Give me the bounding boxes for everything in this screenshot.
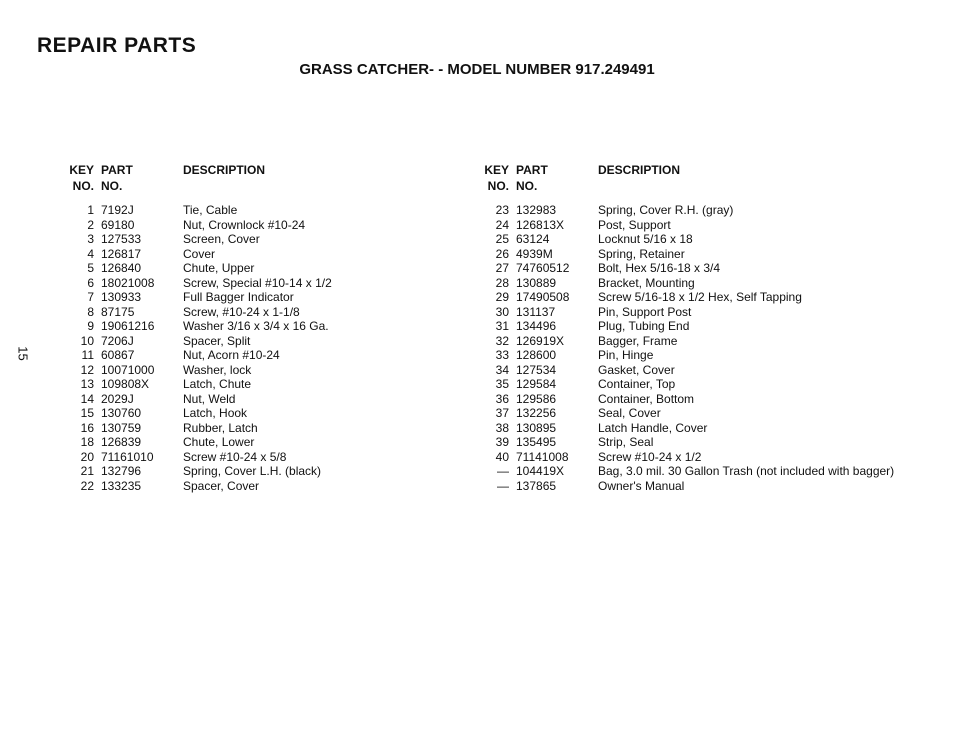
table-row xyxy=(476,363,894,378)
part-description: Nut, Acorn #10-24 xyxy=(183,348,280,362)
part-number: 7192J xyxy=(101,203,134,217)
key-number: 7 xyxy=(87,290,94,304)
table-row xyxy=(67,319,332,334)
table-row xyxy=(67,421,332,436)
key-number: 8 xyxy=(87,304,94,319)
part-number: 132256 xyxy=(516,406,557,420)
part-description: Container, Top xyxy=(598,377,676,391)
table-row xyxy=(476,247,894,262)
table-row xyxy=(476,435,894,450)
part-number: 126813X xyxy=(516,217,565,232)
key-number: 5 xyxy=(87,261,94,275)
column-header-description: DESCRIPTION xyxy=(598,163,681,177)
part-number: 129584 xyxy=(516,377,557,391)
part-description: Container, Bottom xyxy=(598,391,695,406)
part-description: Owner's Manual xyxy=(598,478,685,493)
part-number: 71141008 xyxy=(516,449,569,464)
column-header-part-line2: NO. xyxy=(516,179,538,193)
key-number: 11 xyxy=(81,348,94,362)
key-number: 12 xyxy=(80,362,94,377)
part-description: Bag, 3.0 mil. 30 Gallon Trash (not included with bagger) xyxy=(598,464,895,478)
key-number: 32 xyxy=(495,333,509,348)
key-number: 23 xyxy=(495,203,509,217)
key-number: 6 xyxy=(87,275,94,290)
key-number: 18 xyxy=(80,435,94,449)
key-number: 36 xyxy=(495,391,509,406)
key-number: 28 xyxy=(495,275,509,290)
part-number: 131137 xyxy=(516,304,556,319)
table-header-row xyxy=(67,162,332,203)
key-number: 40 xyxy=(495,449,509,464)
part-number: 2029J xyxy=(101,391,134,406)
column-header-key-line1: KEY xyxy=(69,163,94,177)
part-description: Screw, #10-24 x 1-1/8 xyxy=(183,304,300,319)
table-row xyxy=(476,479,894,494)
table-row xyxy=(476,406,894,421)
parts-table-right xyxy=(476,162,894,493)
part-description: Bagger, Frame xyxy=(598,333,678,348)
part-description: Seal, Cover xyxy=(598,406,661,420)
part-description: Locknut 5/16 x 18 xyxy=(598,232,693,246)
part-description: Chute, Upper xyxy=(183,261,255,275)
column-header-part xyxy=(516,162,598,203)
key-number: 14 xyxy=(80,391,94,406)
part-description: Screw, Special #10-14 x 1/2 xyxy=(183,275,332,290)
part-number: 127534 xyxy=(516,362,557,377)
table-row xyxy=(476,421,894,436)
table-row xyxy=(476,377,894,392)
table-row xyxy=(476,450,894,465)
part-description: Bolt, Hex 5/16-18 x 3/4 xyxy=(598,261,721,275)
key-number: — xyxy=(497,478,509,493)
part-description: Plug, Tubing End xyxy=(598,319,690,333)
column-header-key xyxy=(476,162,516,203)
part-description: Pin, Hinge xyxy=(598,348,654,362)
part-description: Screw 5/16-18 x 1/2 Hex, Self Tapping xyxy=(598,290,802,304)
key-number: 38 xyxy=(495,420,509,435)
part-number: 135495 xyxy=(516,435,557,449)
table-header-row xyxy=(476,162,894,203)
parts-list-left xyxy=(67,203,332,493)
table-row xyxy=(67,218,332,233)
table-row xyxy=(67,348,332,363)
table-row xyxy=(476,305,894,320)
table-row xyxy=(67,406,332,421)
key-number: 39 xyxy=(495,435,509,449)
key-number: 16 xyxy=(80,420,94,435)
part-number: 7206J xyxy=(101,333,134,348)
key-number: 31 xyxy=(495,319,509,333)
part-description: Tie, Cable xyxy=(183,203,238,217)
part-description: Chute, Lower xyxy=(183,435,255,449)
table-row xyxy=(476,261,894,276)
part-number: 126840 xyxy=(101,261,142,275)
part-number: 60867 xyxy=(101,348,135,362)
part-number: 69180 xyxy=(101,217,135,232)
part-description: Screen, Cover xyxy=(183,232,260,246)
key-number: 33 xyxy=(495,348,509,362)
part-number: 109808X xyxy=(101,377,150,391)
part-description: Screw #10-24 x 5/8 xyxy=(183,449,287,464)
column-header-description: DESCRIPTION xyxy=(183,163,266,177)
key-number: 21 xyxy=(80,464,94,478)
table-row xyxy=(476,276,894,291)
part-number: 130889 xyxy=(516,275,557,290)
key-number: 35 xyxy=(495,377,509,391)
table-row xyxy=(67,363,332,378)
part-description: Spring, Cover L.H. (black) xyxy=(183,464,322,478)
part-number: 130759 xyxy=(101,420,142,435)
part-number: 126817 xyxy=(101,246,142,261)
table-row xyxy=(67,232,332,247)
column-header-part xyxy=(101,162,183,203)
table-row xyxy=(476,464,894,479)
table-row xyxy=(67,276,332,291)
table-row xyxy=(67,392,332,407)
table-row xyxy=(476,334,894,349)
part-number: 129586 xyxy=(516,391,557,406)
table-row xyxy=(67,203,332,218)
table-row xyxy=(67,290,332,305)
part-description: Post, Support xyxy=(598,217,671,232)
page-number: 15 xyxy=(15,346,31,361)
table-row xyxy=(476,290,894,305)
column-header-part-line1: PART xyxy=(101,163,133,177)
part-description: Latch Handle, Cover xyxy=(598,420,708,435)
part-description: Pin, Support Post xyxy=(598,304,692,319)
part-description: Washer, lock xyxy=(183,362,252,377)
part-description: Full Bagger Indicator xyxy=(183,290,294,304)
key-number: 34 xyxy=(495,362,509,377)
part-description: Rubber, Latch xyxy=(183,420,258,435)
part-number: 130933 xyxy=(101,290,142,304)
page-subtitle: GRASS CATCHER- - MODEL NUMBER 917.249491 xyxy=(299,61,655,78)
table-row xyxy=(67,334,332,349)
key-number: 1 xyxy=(87,203,94,217)
part-number: 74760512 xyxy=(516,261,570,275)
table-row xyxy=(67,261,332,276)
part-number: 132796 xyxy=(101,464,142,478)
part-description: Screw #10-24 x 1/2 xyxy=(598,449,702,464)
key-number: — xyxy=(497,464,509,478)
table-row xyxy=(67,464,332,479)
part-number: 128600 xyxy=(516,348,557,362)
key-number: 10 xyxy=(80,333,94,348)
part-number: 104419X xyxy=(516,464,565,478)
table-row xyxy=(67,435,332,450)
table-row xyxy=(476,348,894,363)
part-number: 63124 xyxy=(516,232,550,246)
key-number: 24 xyxy=(495,217,509,232)
part-description: Nut, Crownlock #10-24 xyxy=(183,217,306,232)
key-number: 22 xyxy=(80,478,94,493)
part-number: 10071000 xyxy=(101,362,155,377)
part-number: 17490508 xyxy=(516,290,570,304)
table-row xyxy=(67,479,332,494)
part-number: 18021008 xyxy=(101,275,155,290)
part-description: Nut, Weld xyxy=(183,391,236,406)
part-number: 127533 xyxy=(101,232,142,246)
key-number: 3 xyxy=(87,232,94,246)
key-number: 29 xyxy=(495,290,509,304)
table-row xyxy=(476,218,894,233)
key-number: 4 xyxy=(87,246,94,261)
part-description: Spacer, Cover xyxy=(183,478,260,493)
table-row xyxy=(67,305,332,320)
column-header-key xyxy=(67,162,101,203)
part-number: 133235 xyxy=(101,478,142,493)
page-title: REPAIR PARTS xyxy=(37,34,197,57)
key-number: 9 xyxy=(87,319,94,333)
part-number: 134496 xyxy=(516,319,557,333)
column-header-key-line2: NO. xyxy=(72,179,94,193)
key-number: 15 xyxy=(80,406,94,420)
table-row xyxy=(476,232,894,247)
part-description: Spacer, Split xyxy=(183,333,251,348)
column-header-part-line1: PART xyxy=(516,163,548,177)
key-number: 37 xyxy=(495,406,509,420)
part-number: 130760 xyxy=(101,406,142,420)
part-number: 130895 xyxy=(516,420,557,435)
part-description: Latch, Chute xyxy=(183,377,252,391)
part-description: Latch, Hook xyxy=(183,406,248,420)
part-number: 126919X xyxy=(516,333,565,348)
table-row xyxy=(476,319,894,334)
table-row xyxy=(67,377,332,392)
table-row xyxy=(67,450,332,465)
table-row xyxy=(67,247,332,262)
part-description: Spring, Retainer xyxy=(598,246,685,261)
key-number: 27 xyxy=(495,261,509,275)
part-number: 132983 xyxy=(516,203,557,217)
key-number: 30 xyxy=(495,304,509,319)
key-number: 25 xyxy=(495,232,509,246)
part-number: 19061216 xyxy=(101,319,155,333)
table-row xyxy=(476,392,894,407)
part-number: 71161010 xyxy=(101,449,154,464)
part-number: 126839 xyxy=(101,435,142,449)
part-number: 4939M xyxy=(516,246,553,261)
key-number: 26 xyxy=(495,246,509,261)
part-number: 137865 xyxy=(516,478,557,493)
column-header-key-line1: KEY xyxy=(484,163,509,177)
key-number: 20 xyxy=(80,449,94,464)
key-number: 13 xyxy=(80,377,94,391)
parts-table-left xyxy=(67,162,332,493)
key-number: 2 xyxy=(87,217,94,232)
part-description: Strip, Seal xyxy=(598,435,654,449)
part-description: Washer 3/16 x 3/4 x 16 Ga. xyxy=(183,319,329,333)
part-description: Spring, Cover R.H. (gray) xyxy=(598,203,734,217)
parts-list-right xyxy=(476,203,894,493)
part-description: Cover xyxy=(183,246,216,261)
column-header-key-line2: NO. xyxy=(487,179,509,193)
table-row xyxy=(476,203,894,218)
part-number: 87175 xyxy=(101,304,135,319)
column-header-part-line2: NO. xyxy=(101,179,123,193)
part-description: Bracket, Mounting xyxy=(598,275,695,290)
part-description: Gasket, Cover xyxy=(598,362,675,377)
